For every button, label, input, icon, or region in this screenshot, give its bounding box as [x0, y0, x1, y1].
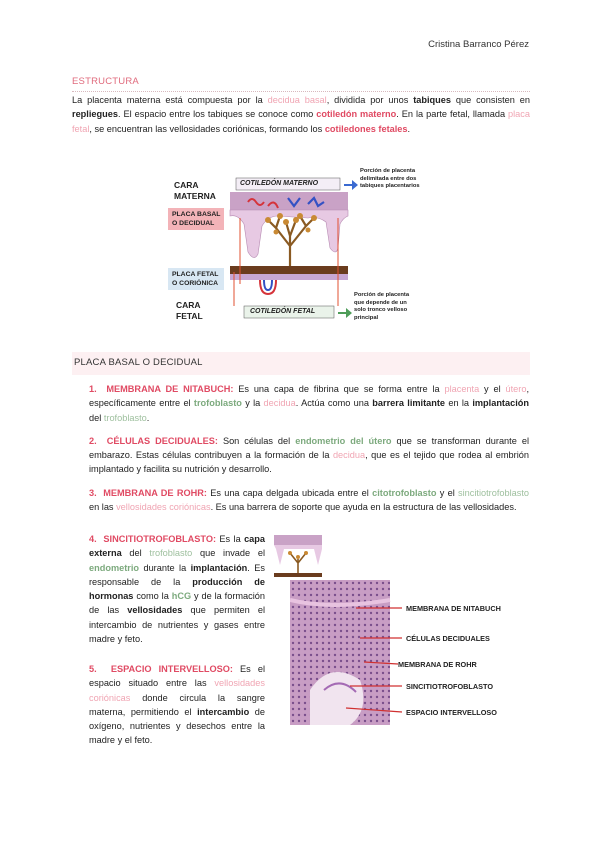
note-bottom-line1: Porción de placenta	[354, 292, 410, 298]
section-title-estructura: ESTRUCTURA	[72, 75, 530, 92]
author-name: Cristina Barranco Pérez	[428, 39, 529, 50]
histo-label-deciduales: CÉLULAS DECIDUALES	[406, 634, 490, 643]
label-cotiledon-fetal: COTILEDÓN FETAL	[250, 308, 316, 315]
histo-label-nitabuch: MEMBRANA DE NITABUCH	[406, 604, 501, 613]
note-top-line2: delimitada entre dos	[360, 175, 417, 182]
label-placa-basal-2: O DECIDUAL	[172, 220, 215, 228]
intro-paragraph: La placenta materna está compuesta por la decidua basal, dividida por unos tabiques que consisten en repliegues. El espacio entre los tabiques se conoce como cotiledón materno. En la parte fetal, llamada placa fetal, se encuentran las vellosidades coriónicas, formando los cotiledones fetales.	[72, 95, 531, 134]
section-title-placa-basal: PLACA BASAL O DECIDUAL	[72, 352, 530, 375]
note-bottom-line3: solo tronco velloso	[354, 307, 408, 314]
label-cara-fetal-2: FETAL	[176, 311, 203, 322]
label-cara-fetal-1: CARA	[176, 300, 201, 310]
list-item-celulas-deciduales: 2. CÉLULAS DECIDUALES: Son células del endometrio del útero que se transforman durante el embarazo. Estas células contribuyen a la formación de la decidua, que es el tejido que rodea al embrión implantado y facilita su nutrición y desarrollo.	[89, 435, 529, 475]
note-bottom-line4: principal	[354, 314, 379, 321]
label-cotiledon-materno: COTILEDÓN MATERNO	[240, 180, 319, 187]
label-placa-fetal-2: O CORIÓNICA	[172, 280, 219, 288]
placenta-diagram	[168, 166, 436, 328]
list-items-full	[89, 382, 529, 523]
list-item-rohr: 3. MEMBRANA DE ROHR: Es una capa delgada ubicada entre el citotrofoblasto y el sincitiotrofoblasto en las vellosidades coriónicas. Es una barrera de soporte que ayuda en la estructura de las vellosidades.	[89, 487, 530, 512]
label-placa-fetal-1: PLACA FETAL	[172, 271, 219, 278]
label-cara-materna-2: MATERNA	[174, 191, 216, 202]
list-item-espacio-intervelloso: 5. ESPACIO INTERVELLOSO: Es el espacio situado entre las vellosidades coriónicas donde circula la sangre materna, permitiendo el intercambio de oxígeno, nutrientes y desechos entre la madre y el feto.	[89, 664, 265, 746]
note-bottom-line2: que depende de un	[354, 299, 407, 306]
list-item-nitabuch: 1. MEMBRANA DE NITABUCH: Es una capa de fibrina que se forma entre la placenta y el útero, específicamente entre el trofoblasto y la decidua. Actúa como una barrera limitante en la implantación del trofoblasto.	[89, 384, 529, 423]
histology-figure	[290, 580, 530, 725]
histo-label-sincitiotrofoblasto: SINCITIOTROFOBLASTO	[406, 682, 494, 691]
histo-label-rohr: MEMBRANA DE ROHR	[398, 660, 477, 669]
histo-label-espacio: ESPACIO INTERVELLOSO	[406, 708, 497, 717]
note-top-line3: tabiques placentarios	[360, 183, 420, 190]
villi-thumbnail	[274, 535, 322, 579]
label-cara-materna-1: CARA	[174, 180, 199, 190]
label-placa-basal-1: PLACA BASAL	[172, 211, 221, 218]
note-top-line1: Porción de placenta	[360, 168, 416, 174]
list-item-sincitiotrofoblasto: 4. SINCITIOTROFOBLASTO: Es la capa externa del trofoblasto que invade el endometrio durante la implantación. Es responsable de la producción de hormonas como la hCG y de la formación de las vellosidades que permiten el intercambio de nutrientes y gases entre madre y feto.	[89, 534, 266, 644]
